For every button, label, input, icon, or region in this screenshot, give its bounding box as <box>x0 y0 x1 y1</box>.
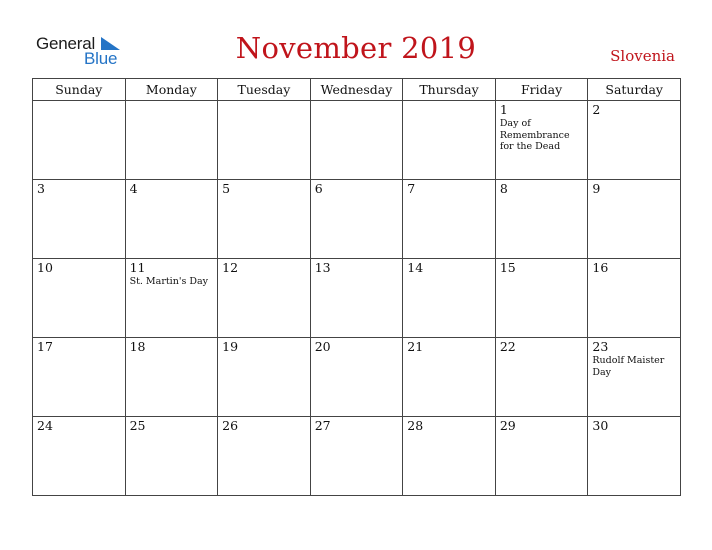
day-cell <box>588 338 681 417</box>
weekday-header: Wednesday <box>310 79 403 101</box>
day-cell <box>495 259 588 338</box>
holiday-label: Day of Remembrance for the Dead <box>499 118 570 152</box>
day-cell <box>403 180 496 259</box>
holiday-label: Rudolf Maister Day <box>592 355 665 378</box>
day-cell <box>125 180 218 259</box>
weekday-header: Monday <box>125 79 218 101</box>
day-number: 14 <box>407 260 424 275</box>
month-title: November 2019 <box>235 31 477 65</box>
day-number: 29 <box>499 418 516 433</box>
day-number: 27 <box>314 418 331 433</box>
day-cell <box>218 417 311 496</box>
day-cell <box>310 101 403 180</box>
day-number: 1 <box>499 102 508 117</box>
weekday-header: Sunday <box>33 79 126 101</box>
day-number: 26 <box>222 418 239 433</box>
day-cell <box>403 338 496 417</box>
day-cell <box>310 338 403 417</box>
day-cell <box>218 101 311 180</box>
day-cell <box>125 338 218 417</box>
day-number: 28 <box>407 418 424 433</box>
day-cell <box>310 180 403 259</box>
day-number: 25 <box>129 418 146 433</box>
day-number: 5 <box>222 181 231 196</box>
day-number: 12 <box>222 260 239 275</box>
weekday-header: Tuesday <box>218 79 311 101</box>
day-cell <box>218 338 311 417</box>
day-cell <box>403 417 496 496</box>
day-number: 6 <box>314 181 323 196</box>
day-number: 2 <box>592 102 601 117</box>
week-row <box>33 338 681 417</box>
day-cell <box>125 101 218 180</box>
day-cell <box>403 101 496 180</box>
day-cell <box>588 417 681 496</box>
day-cell <box>218 180 311 259</box>
day-number: 11 <box>129 260 146 275</box>
day-cell <box>125 259 218 338</box>
logo-general-text: General <box>36 34 96 53</box>
day-number: 22 <box>499 339 516 354</box>
day-cell <box>125 417 218 496</box>
weekday-header-row <box>33 79 681 101</box>
day-number: 15 <box>499 260 516 275</box>
day-cell <box>495 338 588 417</box>
day-cell <box>495 101 588 180</box>
day-cell <box>403 259 496 338</box>
day-cell <box>588 180 681 259</box>
day-number: 23 <box>592 339 609 354</box>
day-number: 3 <box>37 181 45 196</box>
day-cell <box>310 417 403 496</box>
day-number: 30 <box>592 418 609 433</box>
day-number: 8 <box>499 181 508 196</box>
week-row <box>33 180 681 259</box>
day-number: 7 <box>407 181 416 196</box>
day-cell <box>495 417 588 496</box>
week-row <box>33 259 681 338</box>
day-number: 16 <box>592 260 609 275</box>
calendar-grid <box>32 78 681 496</box>
week-row <box>33 417 681 496</box>
day-number: 24 <box>37 418 53 433</box>
day-cell <box>33 417 126 496</box>
day-number: 4 <box>129 181 138 196</box>
day-cell <box>33 101 126 180</box>
day-cell <box>33 259 126 338</box>
logo-blue-text: Blue <box>84 49 118 68</box>
day-number: 21 <box>407 339 424 354</box>
holiday-label: St. Martin's Day <box>129 276 208 287</box>
country-name: Slovenia <box>610 47 675 65</box>
day-cell <box>588 101 681 180</box>
day-cell <box>310 259 403 338</box>
day-number: 19 <box>222 339 239 354</box>
day-cell <box>33 338 126 417</box>
weekday-header: Saturday <box>588 79 681 101</box>
day-cell <box>495 180 588 259</box>
day-number: 9 <box>592 181 601 196</box>
day-cell <box>33 180 126 259</box>
day-cell <box>588 259 681 338</box>
day-number: 17 <box>37 339 53 354</box>
day-number: 10 <box>37 260 53 275</box>
weekday-header: Friday <box>495 79 588 101</box>
week-row <box>33 101 681 180</box>
day-cell <box>218 259 311 338</box>
day-number: 13 <box>314 260 331 275</box>
day-number: 20 <box>314 339 331 354</box>
weekday-header: Thursday <box>403 79 496 101</box>
day-number: 18 <box>129 339 146 354</box>
